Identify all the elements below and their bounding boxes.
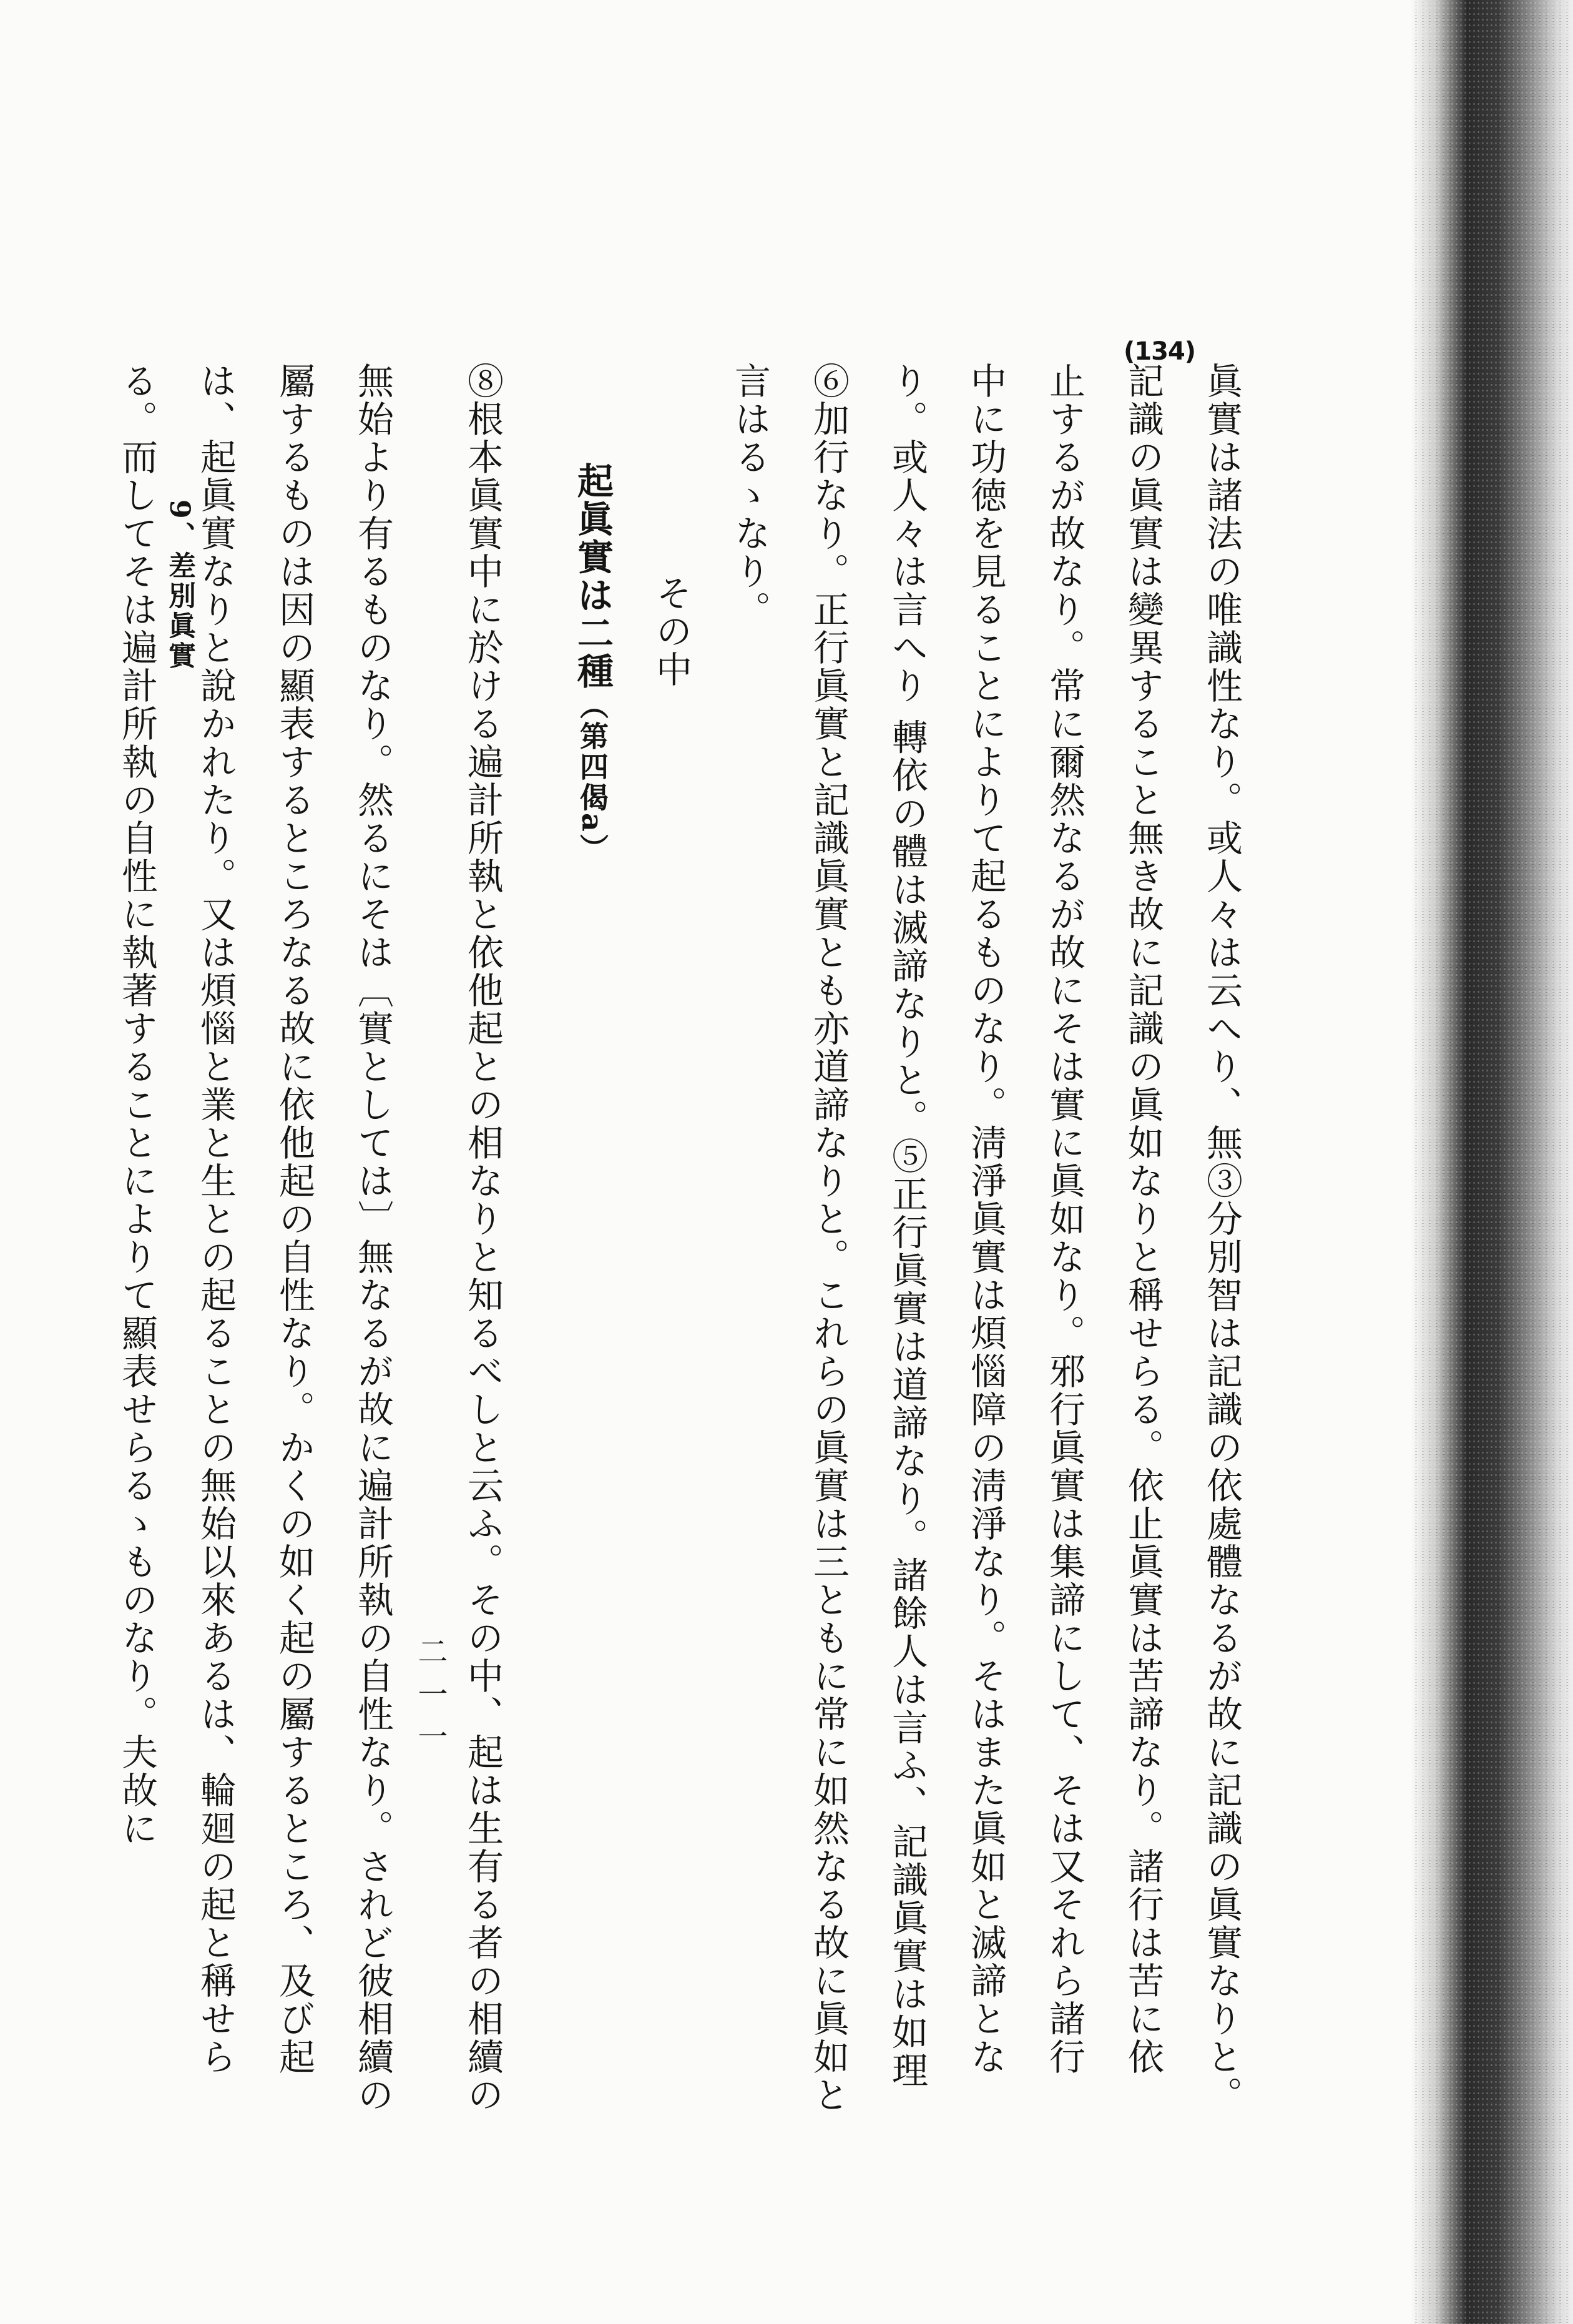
verse-reference: （第四偈a） xyxy=(576,691,609,864)
text-column: 屬するものは因の顯表するところなる故に依他起の自性なり。かくの如く起の屬するところ、及び起 xyxy=(273,362,315,2076)
section-heading xyxy=(553,362,632,1861)
text-column: り。或人々は言へり 轉依の體は滅諦なりと。⑤正行眞實は道諦なり。諸餘人は言ふ、記識眞實は如理 xyxy=(886,362,928,2090)
page-number: (134) xyxy=(1124,337,1196,366)
scan-noise xyxy=(1411,0,1573,2324)
text-column: ⑥加行なり。正行眞實と記識眞實とも亦道諦なりと。これらの眞實は三ともに常に如然なる故に眞如と xyxy=(807,362,850,2114)
vertical-body-text xyxy=(97,362,1261,2114)
text-column: は、起眞實なりと說かれたり。又は煩惱と業と生との起ることの無始以來あるは、輪廻の起と稱せら xyxy=(194,362,237,2076)
text-column: 無始より有るものなり。然るにそは〔實としては〕無なるが故に遍計所執の自性なり。されど彼相續の xyxy=(351,362,394,2114)
text-column: 中に功徳を見ることによりて起るものなり。淸淨眞實は煩惱障の淸淨なり。そはまた眞如と滅諦とな xyxy=(964,362,1007,2076)
text-column: 眞實は諸法の唯識性なり。或人々は云へり、無③分別智は記識の依處體なるが故に記識の眞實なりと。 xyxy=(1200,362,1243,2114)
folio-number: 二一一 xyxy=(413,1636,448,1763)
text-column: 言はるゝなり。 xyxy=(728,362,771,629)
text-column: 記識の眞實は變異すること無き故に記識の眞如なりと稱せらる。依止眞實は苦諦なり。諸行は苦に依 xyxy=(1122,362,1164,2076)
next-section-heading: 9、差別眞實 xyxy=(164,500,195,671)
text-column: る。而してそは遍計所執の自性に執著することによりて顯表せらるゝものなり。夫故に xyxy=(115,362,158,1848)
section-label: その中 xyxy=(650,574,692,689)
text-column: 止するが故なり。常に爾然なるが故にそは實に眞如なり。邪行眞實は集諦にして、そは又それら諸行 xyxy=(1043,362,1085,2076)
text-column: ⑧根本眞實中に於ける遍計所執と依他起との相なりと知るべしと云ふ。その中、起は生有る者の相續の xyxy=(461,362,504,2114)
section-heading-text: 起眞實は二種 xyxy=(571,462,614,691)
